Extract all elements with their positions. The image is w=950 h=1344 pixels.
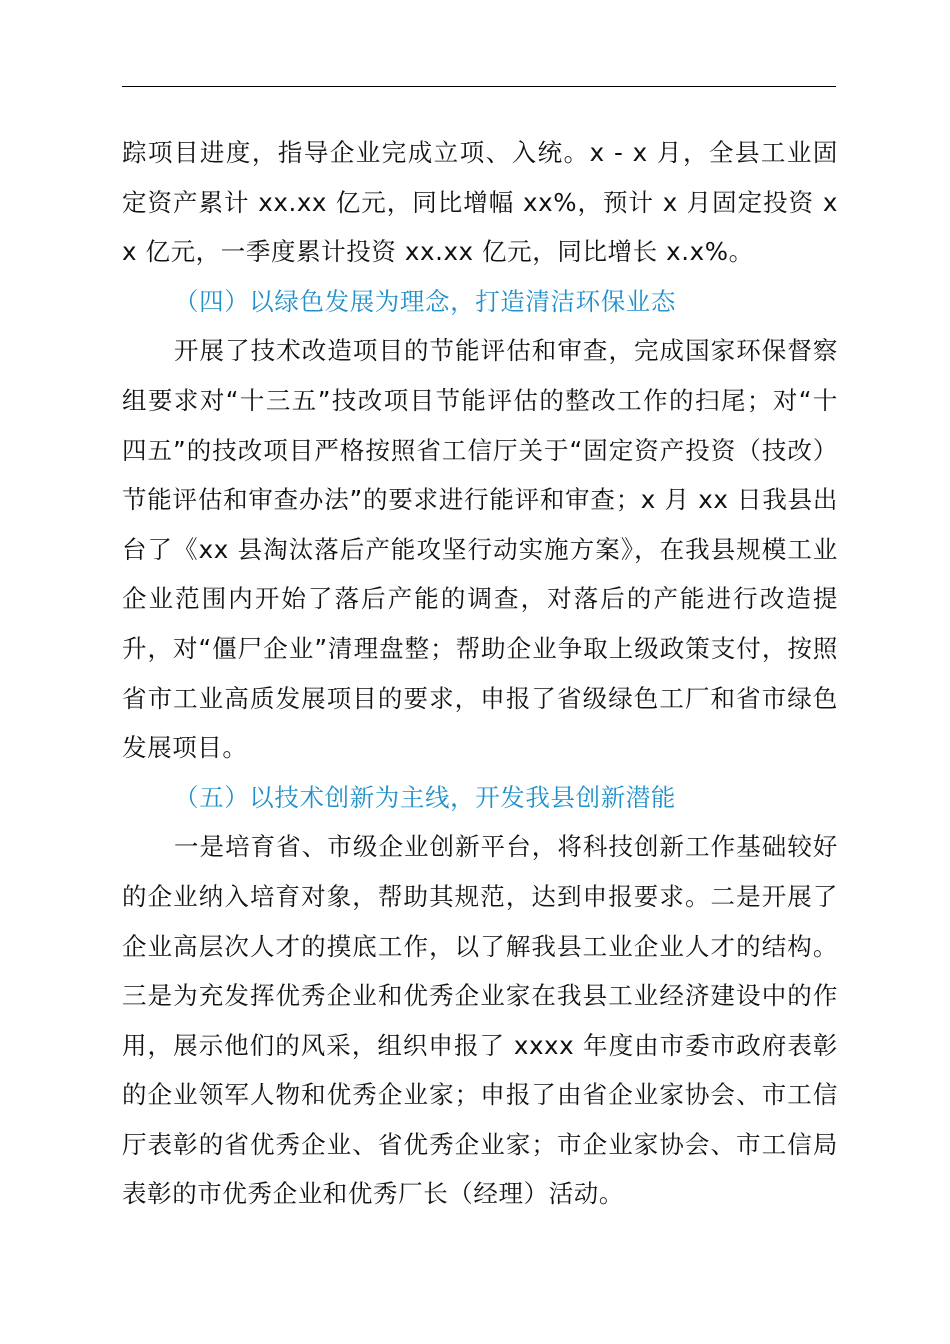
section-heading-green-development: （四）以绿色发展为理念，打造清洁环保业态 [174, 286, 676, 316]
paragraph-energy-assessment: 开展了技术改造项目的节能评估和审查，完成国家环保督察组要求对“十三五”技改项目节能评估的整改工作的扫尾；对“十四五”的技改项目严格按照省工信厅关于“固定资产投资（技改）节能评估和审查办法”的要求进行能评和审查；x 月 xx 日我县出台了《xx 县淘汰落后产能攻坚行动实施方案》，在我县规模工业企业范围内开始了落后产能的调查，对落后的产能进行改造提升，对“僵尸企业”清理盘整；帮助企业争取上级政策支付，按照省市工业高质发展项目的要求，申报了省级绿色工厂和省市绿色发展项目。 [122, 336, 838, 763]
paragraph-innovation-platforms: 一是培育省、市级企业创新平台，将科技创新工作基础较好的企业纳入培育对象，帮助其规范，达到申报要求。二是开展了企业高层次人才的摸底工作，以了解我县工业企业人才的结构。三是为充发挥优秀企业和优秀企业家在我县工业经济建设中的作用，展示他们的风采，组织申报了 xxxx 年度由市委市政府表彰的企业领军人物和优秀企业家；申报了由省企业家协会、市工信厅表彰的省优秀企业、省优秀企业家；市企业家协会、市工信局表彰的市优秀企业和优秀厂长（经理）活动。 [122, 832, 838, 1209]
paragraph-investment-progress: 踪项目进度，指导企业完成立项、入统。x - x 月，全县工业固定资产累计 xx.xx 亿元，同比增幅 xx%，预计 x 月固定投资 xx 亿元，一季度累计投资 xx.xx 亿元，同比增长 x.x%。 [122, 138, 838, 267]
header-rule [122, 86, 836, 87]
section-heading-tech-innovation: （五）以技术创新为主线，开发我县创新潜能 [174, 782, 676, 812]
document-body [122, 128, 838, 1219]
